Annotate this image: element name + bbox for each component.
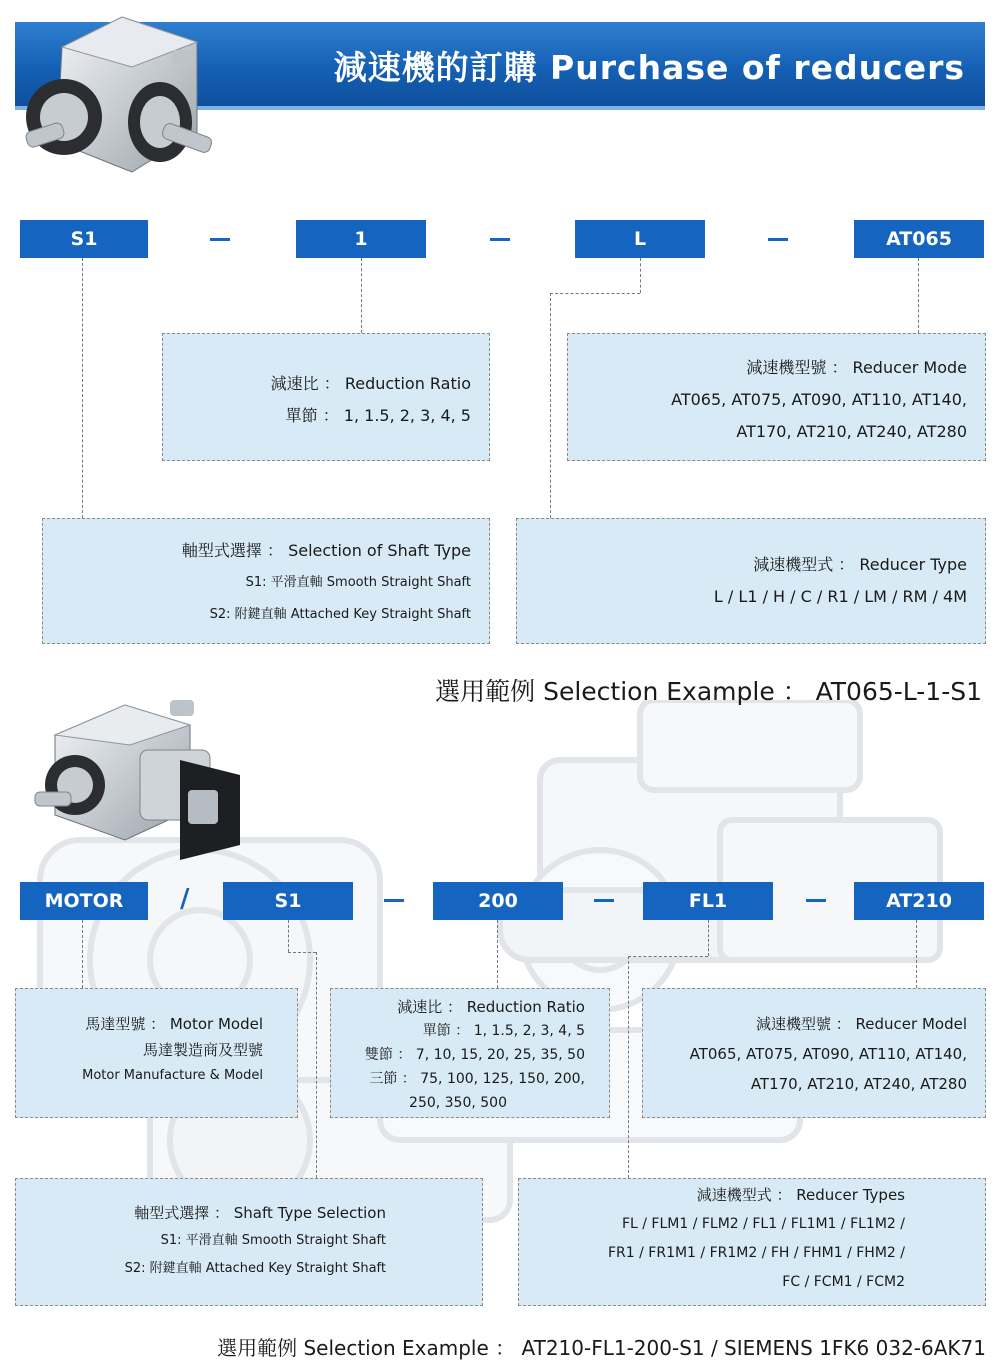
reducer-model-box (642, 988, 986, 1118)
reducer-type-line: L / L1 / H / C / R1 / LM / RM / 4M (713, 587, 967, 606)
reducer-types-line: FL / FLM1 / FLM2 / FL1 / FL1M1 / FL1M2 / (621, 1216, 905, 1232)
code-separator (384, 899, 404, 902)
reducer-model-line: AT065, AT075, AT090, AT110, AT140, (689, 1045, 967, 1063)
code-type: L (575, 220, 705, 258)
reducer-mode-box (567, 333, 986, 461)
reducer-types-title: 減速機型式 ： Reducer Types (696, 1186, 905, 1204)
code-model: AT210 (854, 882, 984, 920)
connector-line (916, 920, 917, 988)
code-motor: MOTOR (20, 882, 148, 920)
connector-line (550, 293, 551, 518)
shaft-type-box (15, 1178, 483, 1306)
code-shaft: S1 (20, 220, 148, 258)
reduction-ratio-box (330, 988, 610, 1118)
reducer-types-line: FR1 / FR1M1 / FR1M2 / FH / FHM1 / FHM2 / (607, 1245, 905, 1261)
motor-model-box (15, 988, 298, 1118)
code-shaft: S1 (223, 882, 353, 920)
shaft-line: S1: 平滑直軸 Smooth Straight Shaft (245, 575, 471, 590)
reducer-model-title: 減速機型號 ： Reducer Model (756, 1015, 967, 1033)
shaft-type-box (42, 518, 490, 644)
reducer-mode-title: 減速機型號 ： Reducer Mode (746, 358, 967, 377)
shaft-line: S1: 平滑直軸 Smooth Straight Shaft (160, 1233, 386, 1248)
motor-title: 馬達型號 ： Motor Model (85, 1015, 263, 1033)
ratio-line: 單節 ： 1, 1.5, 2, 3, 4, 5 (285, 406, 471, 425)
connector-line (628, 956, 708, 957)
code-separator (806, 899, 826, 902)
reducer-mode-line: AT170, AT210, AT240, AT280 (736, 422, 967, 441)
code-separator (594, 899, 614, 902)
code-slash: / (180, 884, 190, 914)
connector-line (82, 258, 83, 518)
shaft-title: 軸型式選擇 ： Shaft Type Selection (134, 1204, 386, 1222)
selection-example: 選用範例 Selection Example ： AT210-FL1-200-S1 / SIEMENS 1FK6 032-6AK71 (217, 1336, 986, 1360)
ratio-line: 單節 ： 1, 1.5, 2, 3, 4, 5 (422, 1023, 585, 1039)
connector-line (82, 920, 83, 988)
reducer-mode-line: AT065, AT075, AT090, AT110, AT140, (671, 390, 967, 409)
connector-line (550, 293, 640, 294)
ratio-title: 減速比 ： Reduction Ratio (397, 998, 585, 1016)
code-separator (768, 238, 788, 241)
connector-line (918, 258, 919, 333)
motor-line: Motor Manufacture & Model (82, 1068, 263, 1083)
connector-line (640, 258, 641, 293)
shaft-line: S2: 附鍵直軸 Attached Key Straight Shaft (209, 607, 471, 622)
reducer-types-line: FC / FCM1 / FCM2 (782, 1274, 905, 1290)
ratio-line: 雙節 ： 7, 10, 15, 20, 25, 35, 50 (364, 1047, 585, 1063)
connector-line (288, 952, 316, 953)
reducer-type-title: 減速機型式 ： Reducer Type (753, 555, 967, 574)
code-separator (210, 238, 230, 241)
code-ratio: 1 (296, 220, 426, 258)
code-model: AT065 (854, 220, 984, 258)
motor-line: 馬達製造商及型號 (142, 1041, 263, 1059)
code-separator (490, 238, 510, 241)
reducer-types-box (518, 1178, 986, 1306)
reducer-type-box (516, 518, 986, 644)
ratio-line: 三節 ： 75, 100, 125, 150, 200, (369, 1071, 585, 1087)
shaft-line: S2: 附鍵直軸 Attached Key Straight Shaft (124, 1261, 386, 1276)
code-ratio: 200 (433, 882, 563, 920)
code-type: FL1 (643, 882, 773, 920)
gearbox-with-motor-flange-image (30, 700, 245, 865)
page-title: 減速機的訂購 Purchase of reducers (333, 48, 965, 87)
connector-line (628, 956, 629, 1178)
right-angle-gearbox-image (12, 12, 222, 187)
reducer-model-line: AT170, AT210, AT240, AT280 (750, 1075, 967, 1093)
connector-line (708, 920, 709, 956)
ratio-title: 減速比 ： Reduction Ratio (270, 374, 471, 393)
connector-line (497, 920, 498, 988)
connector-line (361, 258, 362, 333)
selection-example: 選用範例 Selection Example ： AT065-L-1-S1 (435, 677, 982, 706)
connector-line (316, 952, 317, 1178)
shaft-title: 軸型式選擇 ： Selection of Shaft Type (181, 541, 471, 560)
ratio-line: 250, 350, 500 (409, 1095, 507, 1111)
reduction-ratio-box (162, 333, 490, 461)
connector-line (288, 920, 289, 952)
